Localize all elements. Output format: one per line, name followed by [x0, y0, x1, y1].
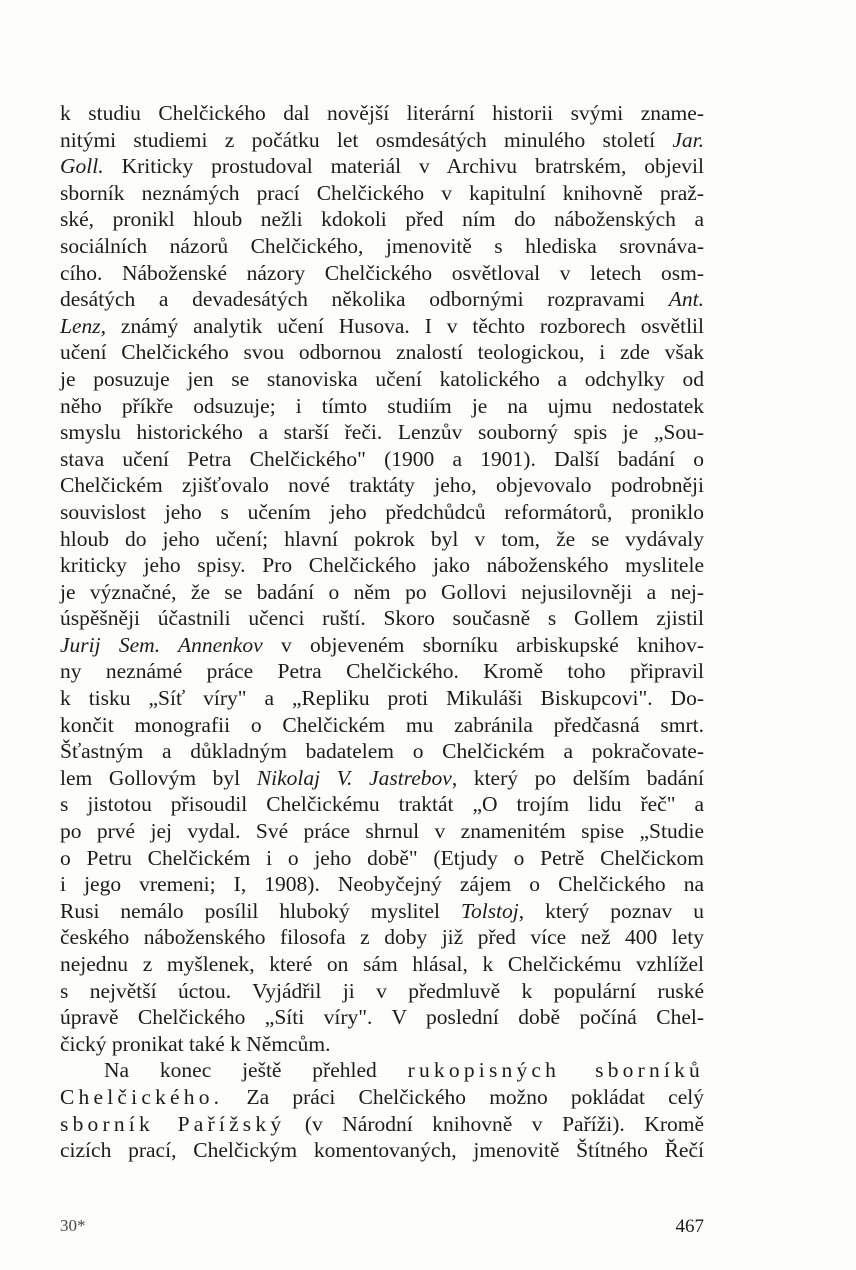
text-line: desátých a devadesátých několika odbornými rozpravami Ant. [60, 287, 704, 312]
text-line: smyslu historického a starší řeči. Lenzův souborný spis je „Sou- [60, 420, 704, 445]
author-name: Jar. [672, 127, 704, 152]
text-line: ny neznámé práce Petra Chelčického. Kromě toho připravil [60, 659, 704, 684]
text-line: sborník neznámých prací Chelčického v kapitulní knihovně praž- [60, 180, 704, 205]
text-line: učení Chelčického svou odbornou znalostí teologickou, i zde však [60, 340, 704, 365]
text-line: k studiu Chelčického dal novější literární historii svými zname- [60, 101, 704, 125]
text-line: Jurij Sem. Annenkov v objeveném sborníku arbiskupské knihov- [60, 632, 704, 657]
text-line: Šťastným a důkladným badatelem o Chelčickém a pokračovate- [60, 739, 704, 764]
author-name: Ant. [668, 287, 704, 312]
spaced-emphasis: rukopisných sborníků [407, 1058, 705, 1083]
text-line: úspěšněji účastnili učenci ruští. Skoro současně s Gollem zjistil [60, 606, 704, 631]
text-line: kriticky jeho spisy. Pro Chelčického jako náboženského myslitele [60, 553, 704, 578]
author-name: Nikolaj V. Jastrebov [256, 765, 452, 790]
text-line: sborník Pařížský (v Národní knihovně v Paříži). Kromě [60, 1111, 705, 1136]
text-line: ské, pronikl hloub nežli kdokoli před ním do náboženských a [60, 207, 704, 232]
text-line: nitými studiemi z počátku let osmdesátých minulého století Jar. [60, 127, 704, 152]
text-line: lem Gollovým byl Nikolaj V. Jastrebov, který po delším badání [60, 765, 704, 790]
text-line: nejednu z myšlenek, které on sám hlásal, k Chelčickému vzhlížel [60, 952, 704, 976]
text-line: úpravě Chelčického „Síti víry". V poslední době počíná Chel- [60, 1005, 704, 1030]
text-line: Goll. Kriticky prostudoval materiál v Archivu bratrském, objevil [60, 154, 705, 179]
text-line: souvislost jeho s učením jeho předchůdců reformátorů, proniklo [60, 499, 704, 524]
spaced-emphasis: Chelčického. [60, 1084, 224, 1109]
paragraph-end-line: čický pronikat také k Němcům. [60, 1031, 331, 1056]
author-name: Tolstoj [460, 898, 519, 923]
text-line: je význačné, že se badání o něm po Gollovi nejusilovněji a nej- [60, 579, 704, 604]
text-line: cího. Náboženské názory Chelčického osvětloval v letech osm- [60, 260, 704, 285]
text-line: hloub do jeho učení; hlavní pokrok byl v tom, že se vydávaly [60, 526, 704, 551]
signature-mark: 30* [60, 1216, 86, 1235]
text-line: po prvé jej vydal. Své práce shrnul v znamenitém spise „Studie [60, 819, 704, 844]
paragraph-start-line: Na konec ještě přehled rukopisných sborníků [104, 1058, 705, 1083]
author-name: Lenz, [60, 313, 106, 338]
text-line: Rusi nemálo posílil hluboký myslitel Tolstoj, který poznav u [60, 898, 704, 923]
text-line: s jistotou přisoudil Chelčickému traktát „O trojím lidu řeč" a [60, 792, 704, 817]
text-line: končit monografii o Chelčickém mu zabránila předčasná smrt. [60, 712, 704, 737]
text-line: k tisku „Síť víry" a „Repliku proti Mikuláši Biskupcovi". Do- [60, 686, 704, 711]
text-line: stava učení Petra Chelčického" (1900 a 1901). Další badání o [60, 446, 704, 471]
text-line: i jego vremeni; I, 1908). Neobyčejný zájem o Chelčického na [60, 872, 704, 897]
page-footer [60, 1216, 704, 1240]
text-line: cizích prací, Chelčickým komentovaných, jmenovitě Štítného Řečí [60, 1138, 704, 1163]
author-name: Jurij Sem. Annenkov [60, 632, 263, 657]
text-line: českého náboženského filosofa z doby již před více než 400 lety [60, 925, 704, 950]
author-name: Goll. [60, 154, 104, 179]
text-line: je posuzuje jen se stanoviska učení katolického a odchylky od [60, 366, 704, 391]
body-text [60, 100, 704, 1164]
text-line: o Petru Chelčickém i o jeho době" (Etjudy o Petrě Chelčickom [60, 845, 704, 870]
text-line: s největší úctou. Vyjádřil ji v předmluvě k populární ruské [60, 978, 704, 1003]
text-line: sociálních názorů Chelčického, jmenovitě s hlediska srovnáva- [60, 233, 704, 258]
spaced-emphasis: sborník Pařížský [60, 1111, 286, 1136]
page-number: 467 [675, 1216, 704, 1237]
text-line: něho příkře odsuzuje; i tímto studiím je na ujmu nedostatek [60, 393, 704, 418]
text-line: Chelčického. Za práci Chelčického možno pokládat celý [60, 1084, 704, 1109]
text-line: Lenz, známý analytik učení Husova. I v těchto rozborech osvětlil [60, 313, 704, 338]
text-line: Chelčickém zjišťovalo nové traktáty jeho, objevovalo podrobněji [60, 473, 704, 498]
